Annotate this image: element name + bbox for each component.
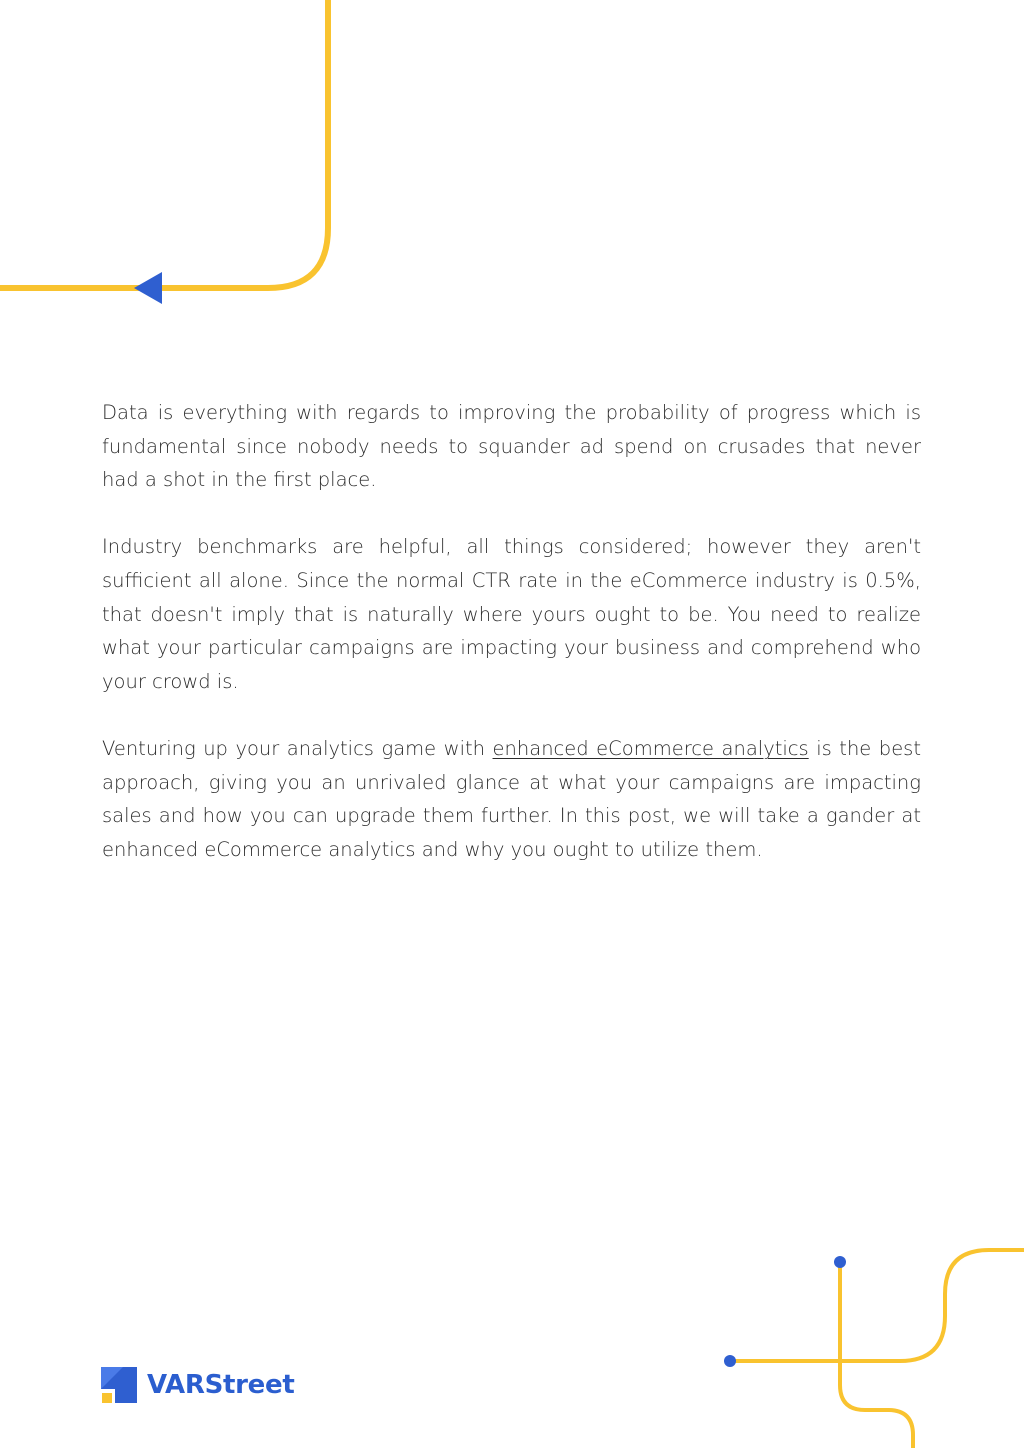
paragraph-3-lead: Venturing up your analytics game with xyxy=(102,736,493,760)
paragraph-2: Industry benchmarks are helpful, all things considered; however they aren't sufficient all alone. Since the normal CTR rate in the eCommerce industry is 0.5%, that doesn't imply that is naturally where yours ought to be. You need to realize what your particular campaigns are impacting your business and comprehend who your crowd is. xyxy=(102,535,921,693)
varstreet-logo xyxy=(101,1366,294,1404)
connector-dot-icon xyxy=(724,1355,736,1367)
varstreet-logo-mark-icon xyxy=(101,1367,137,1403)
enhanced-ecommerce-analytics-link[interactable]: enhanced eCommerce analytics xyxy=(492,736,809,760)
left-arrow-triangle-icon xyxy=(134,272,162,304)
top-corner-line xyxy=(0,0,328,288)
paragraph-3-rest: is the best approach, giving you an unrivaled glance at what your campaigns are impacting sales and how you can upgrade them further. In this post, we will take a gander at enhanced eCommerce analytics and why you ought to utilize them. xyxy=(102,736,921,861)
bottom-vertical-line xyxy=(840,1262,913,1448)
bottom-horizontal-line xyxy=(730,1250,1024,1361)
connector-dot-icon xyxy=(834,1256,846,1268)
paragraph-3 xyxy=(102,732,921,866)
paragraph-1: Data is everything with regards to improving the probability of progress which is fundamental since nobody needs to squander ad spend on crusades that never had a shot in the first place. xyxy=(102,401,921,492)
article-body xyxy=(102,396,921,900)
logo-wordmark: VARStreet xyxy=(147,1370,295,1400)
